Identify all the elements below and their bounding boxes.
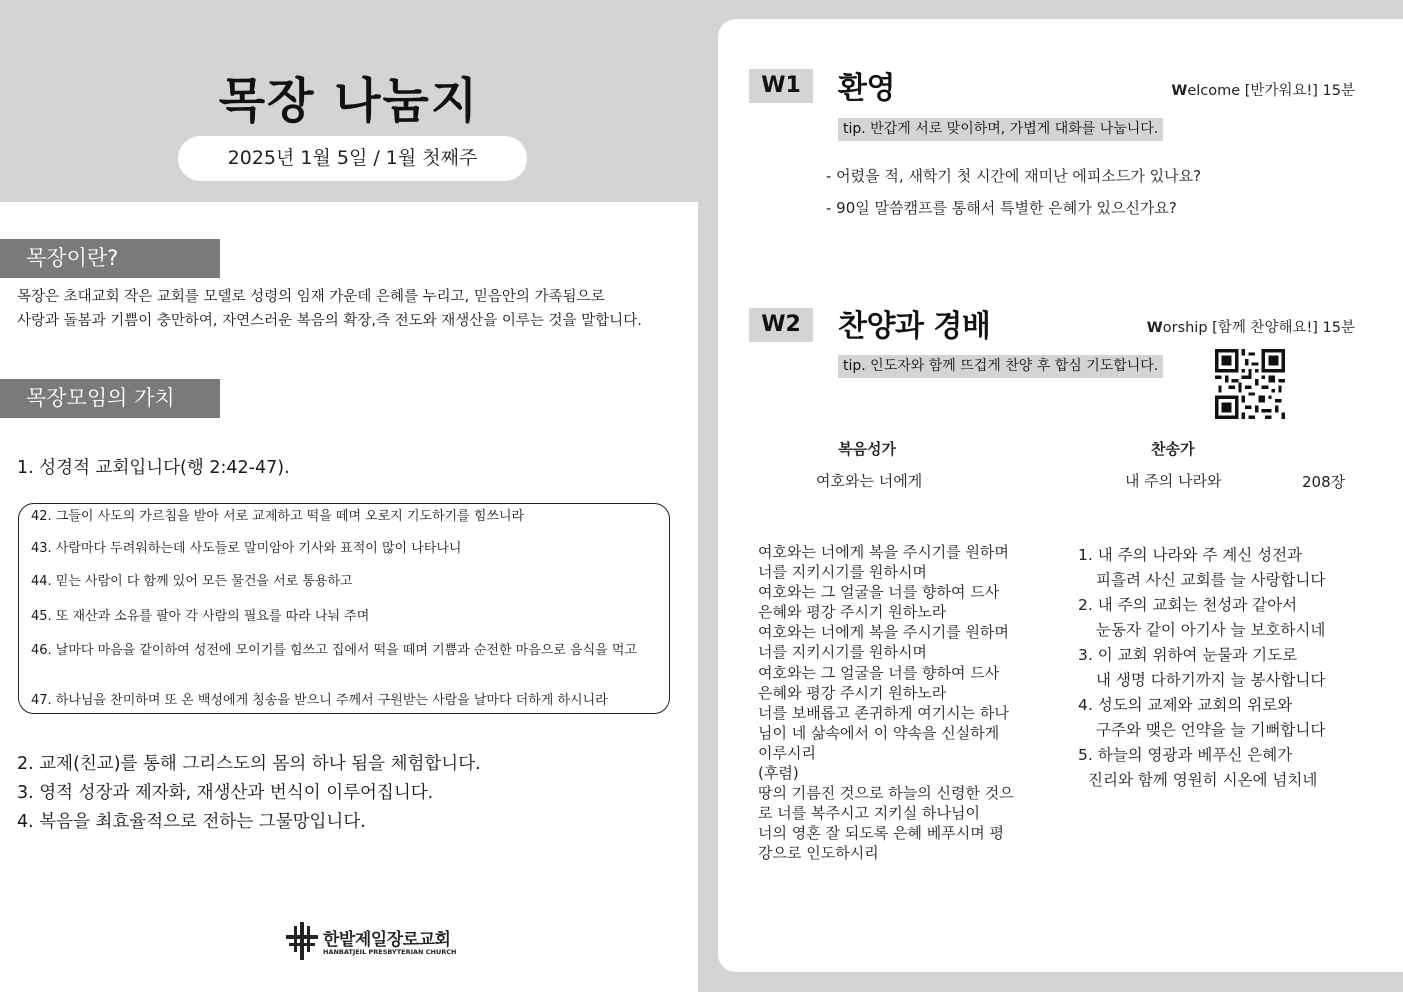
w1-subtitle (1171, 79, 1355, 100)
lyric-line: 내 생명 다하기까지 늘 봉사합니다 (1096, 671, 1326, 689)
w2-title: 찬양과 경배 (838, 309, 991, 344)
hymn-title: 내 주의 나라와 (1125, 472, 1222, 490)
right-card (718, 19, 1403, 972)
lyric-line: 구주와 맺은 언약을 늘 기뻐합니다 (1096, 721, 1326, 739)
hymn-lyrics (1078, 543, 1388, 793)
value-item: 4. 복음을 최효율적으로 전하는 그물망입니다. (17, 812, 366, 832)
hymn-number: 208장 (1302, 473, 1346, 491)
value-item: 2. 교제(친교)를 통해 그리스도의 몸의 하나 됨을 체험합니다. (17, 754, 481, 774)
lyric-line: 3. 이 교회 위하여 눈물과 기도로 (1078, 646, 1298, 664)
qr-code-icon[interactable] (1215, 349, 1285, 419)
lyric-line: 4. 성도의 교제와 교회의 위로와 (1078, 696, 1293, 714)
date-label: 2025년 1월 5일 / 1월 첫째주 (178, 136, 527, 181)
verse-line: 46. 날마다 마음을 같이하여 성전에 모이기를 힘쓰고 집에서 떡을 떼며 기쁨과 순전한 마음으로 음식을 먹고 (31, 643, 637, 658)
w2-subtitle-bold: W (1146, 320, 1163, 336)
lyric-line: 너의 영혼 잘 되도록 은혜 베푸시며 평 (758, 824, 1004, 843)
w1-subtitle-rest: elcome [반가워요!] 15분 (1187, 83, 1355, 99)
lyric-line: 여호와는 그 얼굴을 너를 향하여 드사 (758, 663, 1000, 682)
value-item: 3. 영적 성장과 제자화, 재생산과 번식이 이루어집니다. (17, 783, 434, 803)
lyric-line: 은혜와 평강 주시기 원하노라 (758, 603, 947, 622)
verse-line: 44. 믿는 사람이 다 함께 있어 모든 물건을 서로 통용하고 (31, 574, 353, 589)
section-label-what-is-mokjang: 목장이란? (0, 239, 220, 278)
w1-tip: tip. 반갑게 서로 맞이하며, 가볍게 대화를 나눕니다. (838, 118, 1163, 141)
lyric-line: 피흘려 사신 교회를 늘 사랑합니다 (1096, 571, 1326, 589)
lyric-line: 강으로 인도하시리 (758, 844, 879, 863)
gospel-song-title: 여호와는 너에게 (816, 472, 923, 490)
verse-line: 47. 하나님을 찬미하며 또 온 백성에게 칭송을 받으니 주께서 구원받는 사람을 날마다 더하게 하시니라 (31, 693, 608, 708)
lyric-line: (후렴) (758, 764, 799, 783)
w2-subtitle (1147, 316, 1355, 337)
lyric-line: 땅의 기름진 것으로 하늘의 신령한 것으 (758, 784, 1014, 803)
right-page (698, 0, 1403, 992)
hymn-heading: 찬송가 (1151, 440, 1195, 458)
verse-line: 42. 그들이 사도의 가르침을 받아 서로 교제하고 떡을 떼며 오로지 기도하기를 힘쓰니라 (31, 509, 525, 524)
w1-subtitle-bold: W (1171, 83, 1188, 99)
w1-title: 환영 (838, 71, 895, 106)
lyric-line: 여호와는 그 얼굴을 너를 향하여 드사 (758, 583, 1000, 602)
body-line: 목장은 초대교회 작은 교회를 모델로 성령의 임재 가운데 은혜를 누리고, 믿음안의 가족됨으로 (17, 289, 605, 305)
logo-english: HANBATJEIL PRESBYTERIAN CHURCH (323, 948, 457, 956)
gospel-lyrics (758, 542, 1063, 864)
lyric-line: 로 너를 복주시고 지키실 하나님이 (758, 804, 980, 823)
section-label-values: 목장모임의 가치 (0, 379, 220, 418)
w2-badge: W2 (749, 308, 813, 342)
lyric-line: 이루시리 (758, 743, 816, 762)
body-line: 사랑과 돌봄과 기쁨이 충만하여, 자연스러운 복음의 확장,즉 전도와 재생산을 이루는 것을 말합니다. (17, 313, 642, 329)
w1-question: - 90일 말씀캠프를 통해서 특별한 은혜가 있으신가요? (826, 199, 1177, 217)
w2-tip: tip. 인도자와 함께 뜨겁게 찬양 후 합심 기도합니다. (838, 355, 1163, 378)
section-body-what-is-mokjang (17, 285, 687, 333)
lyric-line: 너를 지키시기를 원하시며 (758, 563, 927, 582)
w1-question: - 어렸을 적, 새학기 첫 시간에 재미난 에피소드가 있나요? (826, 167, 1202, 185)
left-page (0, 0, 698, 992)
w1-badge: W1 (749, 69, 813, 103)
value-item: 1. 성경적 교회입니다(행 2:42-47). (17, 458, 290, 478)
church-cross-logo-icon (286, 922, 318, 960)
lyric-line: 너를 지키시기를 원하시며 (758, 643, 927, 662)
lyric-line: 여호와는 너에게 복을 주시기를 원하며 (758, 543, 1009, 561)
lyric-line: 여호와는 너에게 복을 주시기를 원하며 (758, 623, 1009, 642)
lyric-line: 님이 네 삶속에서 이 약속을 신실하게 (758, 723, 1000, 742)
lyric-line: 눈동자 같이 아기사 늘 보호하시네 (1096, 621, 1326, 639)
bible-verse-box (18, 503, 670, 714)
lyric-line: 1. 내 주의 나라와 주 계신 성전과 (1078, 546, 1303, 564)
verse-line: 43. 사람마다 두려워하는데 사도들로 말미암아 기사와 표적이 많이 나타나니 (31, 541, 462, 556)
lyric-line: 2. 내 주의 교회는 천성과 같아서 (1078, 596, 1298, 614)
header-band (0, 0, 698, 202)
gospel-song-heading: 복음성가 (838, 440, 896, 458)
lyric-line: 진리와 함께 영원히 시온에 넘치네 (1088, 771, 1318, 789)
page-title: 목장 나눔지 (218, 73, 480, 129)
w2-subtitle-rest: orship [함께 찬양해요!] 15분 (1162, 320, 1355, 336)
lyric-line: 5. 하늘의 영광과 베푸신 은혜가 (1078, 746, 1293, 764)
logo-name: 한밭제일장로교회 (323, 930, 451, 950)
verse-line: 45. 또 재산과 소유를 팔아 각 사람의 필요를 따라 나눠 주며 (31, 609, 370, 624)
lyric-line: 은혜와 평강 주시기 원하노라 (758, 683, 947, 702)
church-logo (286, 921, 466, 961)
lyric-line: 너를 보배롭고 존귀하게 여기시는 하나 (758, 703, 1009, 722)
